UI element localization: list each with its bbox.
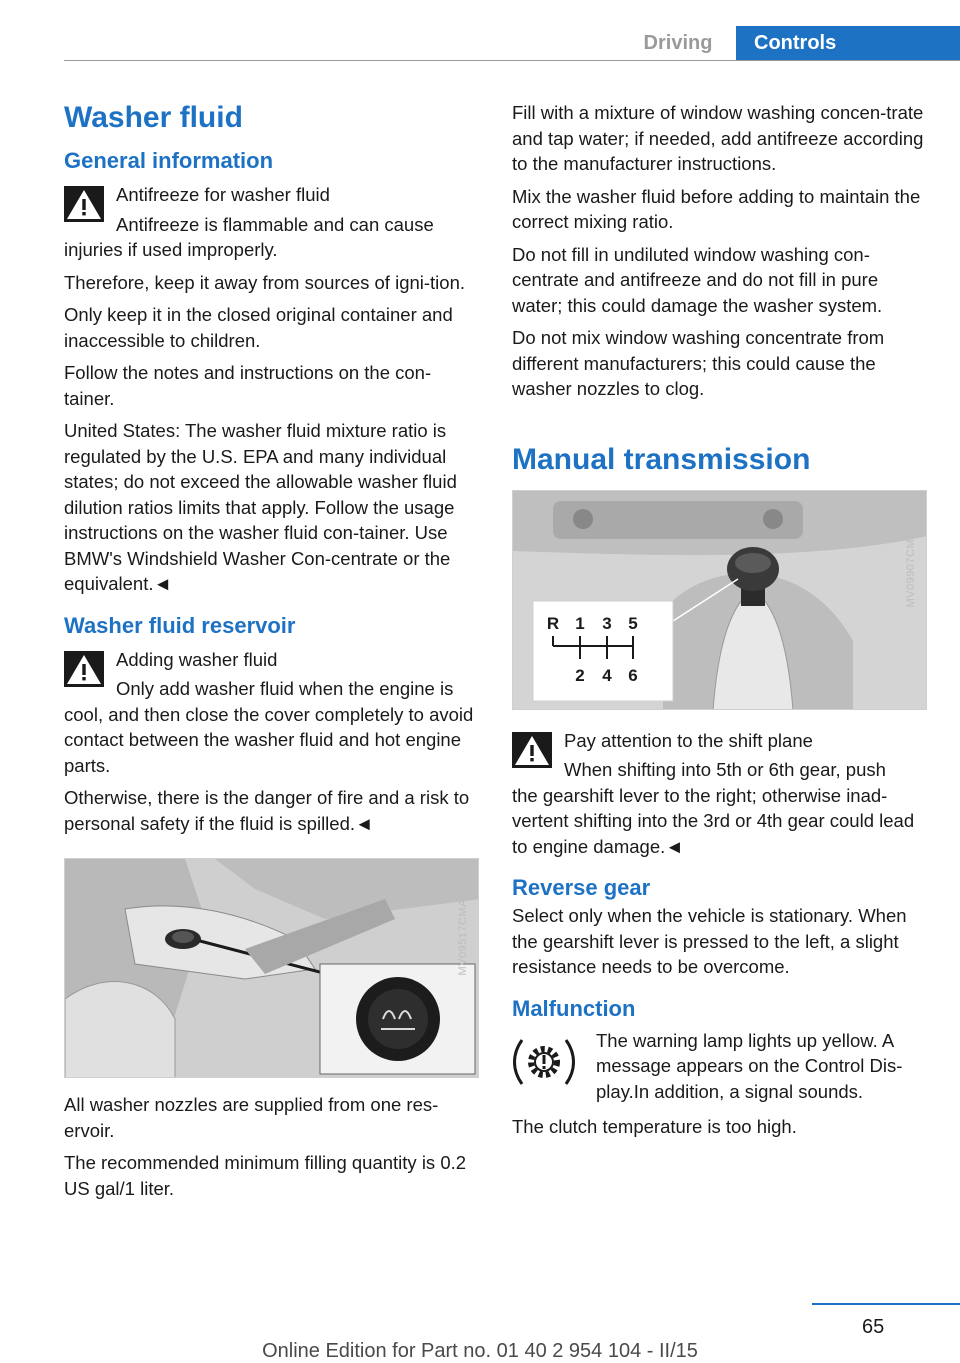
footer-edition: Online Edition for Part no. 01 40 2 954 104 - II/15 bbox=[262, 1340, 698, 1362]
paragraph: Do not mix window washing concentrate from different manufacturers; this could cause the washer nozzles to clog. bbox=[512, 327, 885, 399]
gear-label: 1 bbox=[575, 613, 585, 633]
warning-line: Only add washer fluid when the engine is bbox=[116, 678, 454, 699]
warning-title: Antifreeze for washer fluid bbox=[116, 184, 330, 205]
reverse-gear-heading: Reverse gear bbox=[512, 875, 651, 900]
general-heading: General information bbox=[64, 148, 274, 173]
washer-reservoir-figure bbox=[64, 858, 479, 1078]
warning-line: When shifting into 5th or 6th gear, push bbox=[564, 759, 886, 780]
gear-label: 6 bbox=[628, 665, 638, 685]
header-rule bbox=[64, 60, 960, 61]
warning-triangle-icon bbox=[64, 651, 104, 687]
reservoir-heading: Washer fluid reservoir bbox=[64, 612, 296, 638]
page-number: 65 bbox=[862, 1316, 885, 1338]
paragraph: The clutch temperature is too high. bbox=[512, 1115, 797, 1137]
footer-rule bbox=[812, 1303, 960, 1305]
malfunction-heading: Malfunction bbox=[512, 995, 636, 1021]
paragraph: All washer nozzles are supplied from one res-ervoir. bbox=[64, 1094, 439, 1141]
paragraph: Fill with a mixture of window washing concen-trate and tap water; if needed, add antifreeze according to the manufacturer instructions. bbox=[512, 102, 924, 174]
paragraph: Therefore, keep it away from sources of igni-tion. bbox=[64, 271, 466, 293]
gearshift-figure bbox=[512, 490, 927, 710]
gearshift-illustration bbox=[513, 491, 927, 710]
malfunction-block bbox=[512, 1028, 927, 1106]
manual-transmission-heading: Manual transmission bbox=[512, 442, 811, 476]
gear-label: 3 bbox=[602, 613, 612, 633]
gear-label: 5 bbox=[628, 613, 638, 633]
paragraph: Do not fill in undiluted window washing con-centrate and antifreeze and do not fill in pure water; this could damage the washer system. bbox=[512, 243, 883, 316]
malfunction-text: The warning lamp lights up yellow. A message appears on the Control Dis-play.In addition, a signal sounds. bbox=[596, 1029, 903, 1102]
page-title: Washer fluid bbox=[64, 101, 243, 134]
gear-label: R bbox=[546, 613, 560, 633]
left-column bbox=[64, 98, 479, 1208]
paragraph: Select only when the vehicle is stationary. When the gearshift lever is pressed to the left, a slight resistance needs to be overcome. bbox=[512, 905, 907, 977]
warning-antifreeze bbox=[64, 182, 479, 237]
paragraph: Mix the washer fluid before adding to maintain the correct mixing ratio. bbox=[512, 185, 921, 232]
header-chapter: Controls bbox=[736, 26, 960, 60]
warning-text: the gearshift lever to the right; otherwise inad-vertent shifting into the 3rd or 4th gear could lead to engine damage.◄ bbox=[512, 784, 915, 857]
paragraph: The recommended minimum filling quantity is 0.2 US gal/1 liter. bbox=[64, 1152, 467, 1199]
paragraph: Only keep it in the closed original container and inaccessible to children. bbox=[64, 304, 453, 351]
warning-title: Adding washer fluid bbox=[116, 648, 278, 670]
warning-line: Antifreeze is flammable and can cause bbox=[116, 213, 434, 235]
paragraph: Otherwise, there is the danger of fire and a risk to personal safety if the fluid is spilled.◄ bbox=[64, 787, 470, 834]
header-section: Driving bbox=[643, 32, 713, 54]
gear-label: 2 bbox=[575, 665, 585, 685]
warning-text: cool, and then close the cover completely to avoid contact between the washer fluid and hot engine parts. bbox=[64, 703, 474, 776]
engine-bay-illustration bbox=[65, 859, 479, 1078]
warning-text: injuries if used improperly. bbox=[64, 239, 278, 260]
warning-triangle-icon bbox=[64, 186, 104, 222]
figure-code: MV09517CMA bbox=[456, 899, 469, 976]
figure-code: MV09907CMA bbox=[904, 530, 917, 608]
warning-shift-plane bbox=[512, 728, 927, 783]
gear-label: 4 bbox=[602, 665, 612, 685]
right-column bbox=[512, 100, 927, 1146]
paragraph: United States: The washer fluid mixture ratio is regulated by the U.S. EPA and many individual states; do not exceed the allowable washer fluid dilution ratios limits that apply. Follow the usage instructions on the washer fluid con-tainer. Use BMW's Windshield Washer Con-centrate or the equivalent.◄ bbox=[64, 420, 457, 594]
paragraph: Follow the notes and instructions on the con-tainer. bbox=[64, 362, 432, 409]
warning-adding-fluid bbox=[64, 647, 479, 702]
warning-triangle-icon bbox=[512, 732, 552, 768]
warning-title: Pay attention to the shift plane bbox=[564, 729, 813, 751]
gearbox-warning-icon bbox=[512, 1032, 576, 1092]
